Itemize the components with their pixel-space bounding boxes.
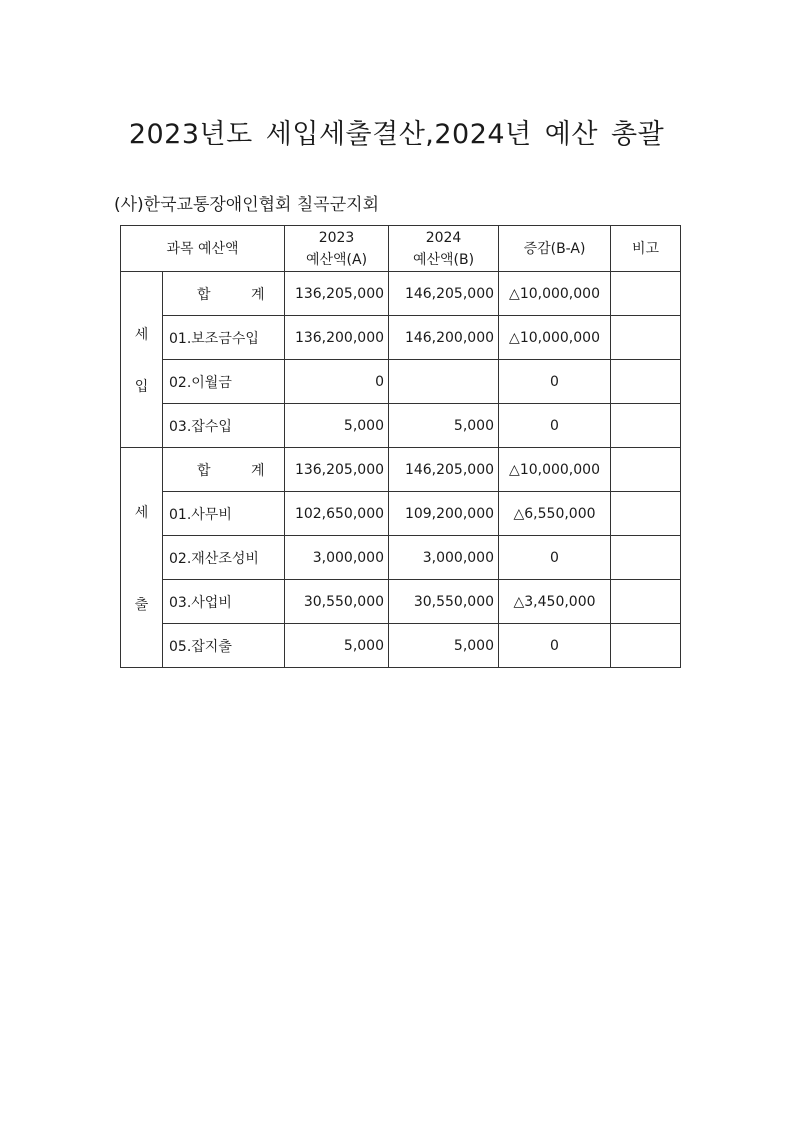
expense-project-note <box>611 580 681 624</box>
income-misc-name: 03.잡수입 <box>163 404 285 448</box>
table-row <box>121 272 681 316</box>
income-misc-2024: 5,000 <box>389 404 499 448</box>
table-row <box>121 360 681 404</box>
header-note: 비고 <box>611 226 681 272</box>
header-delta: 증감(B-A) <box>499 226 611 272</box>
table-row <box>121 580 681 624</box>
income-total-2023: 136,205,000 <box>285 272 389 316</box>
expense-section-label <box>121 448 163 668</box>
page-title: 2023년도 세입세출결산,2024년 예산 총괄 <box>128 119 665 150</box>
expense-label-top: 세 <box>134 504 149 521</box>
budget-summary-table <box>120 225 681 668</box>
expense-misc-2024: 5,000 <box>389 624 499 668</box>
income-label-top: 세 <box>134 326 149 343</box>
income-misc-delta: 0 <box>499 404 611 448</box>
expense-property-2023: 3,000,000 <box>285 536 389 580</box>
income-total-2024: 146,205,000 <box>389 272 499 316</box>
header-2023-budget <box>285 226 389 272</box>
expense-property-name: 02.재산조성비 <box>163 536 285 580</box>
income-subsidy-note <box>611 316 681 360</box>
expense-office-delta: △6,550,000 <box>499 492 611 536</box>
table-header-row <box>121 226 681 272</box>
expense-label-bottom: 출 <box>134 596 149 613</box>
table-row <box>121 624 681 668</box>
income-section-label <box>121 272 163 448</box>
expense-total-2023: 136,205,000 <box>285 448 389 492</box>
income-total-delta: △10,000,000 <box>499 272 611 316</box>
expense-project-2024: 30,550,000 <box>389 580 499 624</box>
income-carryover-delta: 0 <box>499 360 611 404</box>
income-misc-2023: 5,000 <box>285 404 389 448</box>
table-row <box>121 404 681 448</box>
expense-total-2024: 146,205,000 <box>389 448 499 492</box>
expense-misc-name: 05.잡지출 <box>163 624 285 668</box>
header-2024-label: 예산액(B) <box>412 251 475 268</box>
income-subsidy-name: 01.보조금수입 <box>163 316 285 360</box>
header-subject: 과목 예산액 <box>121 226 285 272</box>
expense-office-note <box>611 492 681 536</box>
expense-property-delta: 0 <box>499 536 611 580</box>
expense-misc-2023: 5,000 <box>285 624 389 668</box>
expense-misc-delta: 0 <box>499 624 611 668</box>
organization-name: (사)한국교통장애인협회 칠곡군지회 <box>114 195 379 215</box>
income-subsidy-2024: 146,200,000 <box>389 316 499 360</box>
income-label-bottom: 입 <box>134 378 149 395</box>
expense-total-name: 합 계 <box>163 448 285 492</box>
table-row <box>121 492 681 536</box>
table-row <box>121 448 681 492</box>
table-row <box>121 316 681 360</box>
expense-office-2023: 102,650,000 <box>285 492 389 536</box>
expense-total-delta: △10,000,000 <box>499 448 611 492</box>
income-subsidy-2023: 136,200,000 <box>285 316 389 360</box>
income-subsidy-delta: △10,000,000 <box>499 316 611 360</box>
expense-property-note <box>611 536 681 580</box>
income-carryover-2024 <box>389 360 499 404</box>
expense-project-delta: △3,450,000 <box>499 580 611 624</box>
header-2024-budget <box>389 226 499 272</box>
table-row <box>121 536 681 580</box>
header-2024-year: 2024 <box>425 229 462 246</box>
income-carryover-name: 02.이월금 <box>163 360 285 404</box>
header-2023-year: 2023 <box>318 229 355 246</box>
expense-property-2024: 3,000,000 <box>389 536 499 580</box>
expense-project-2023: 30,550,000 <box>285 580 389 624</box>
income-total-name: 합 계 <box>163 272 285 316</box>
expense-total-note <box>611 448 681 492</box>
expense-project-name: 03.사업비 <box>163 580 285 624</box>
header-2023-label: 예산액(A) <box>305 251 368 268</box>
income-carryover-note <box>611 360 681 404</box>
expense-office-2024: 109,200,000 <box>389 492 499 536</box>
income-total-note <box>611 272 681 316</box>
income-misc-note <box>611 404 681 448</box>
expense-misc-note <box>611 624 681 668</box>
income-carryover-2023: 0 <box>285 360 389 404</box>
expense-office-name: 01.사무비 <box>163 492 285 536</box>
